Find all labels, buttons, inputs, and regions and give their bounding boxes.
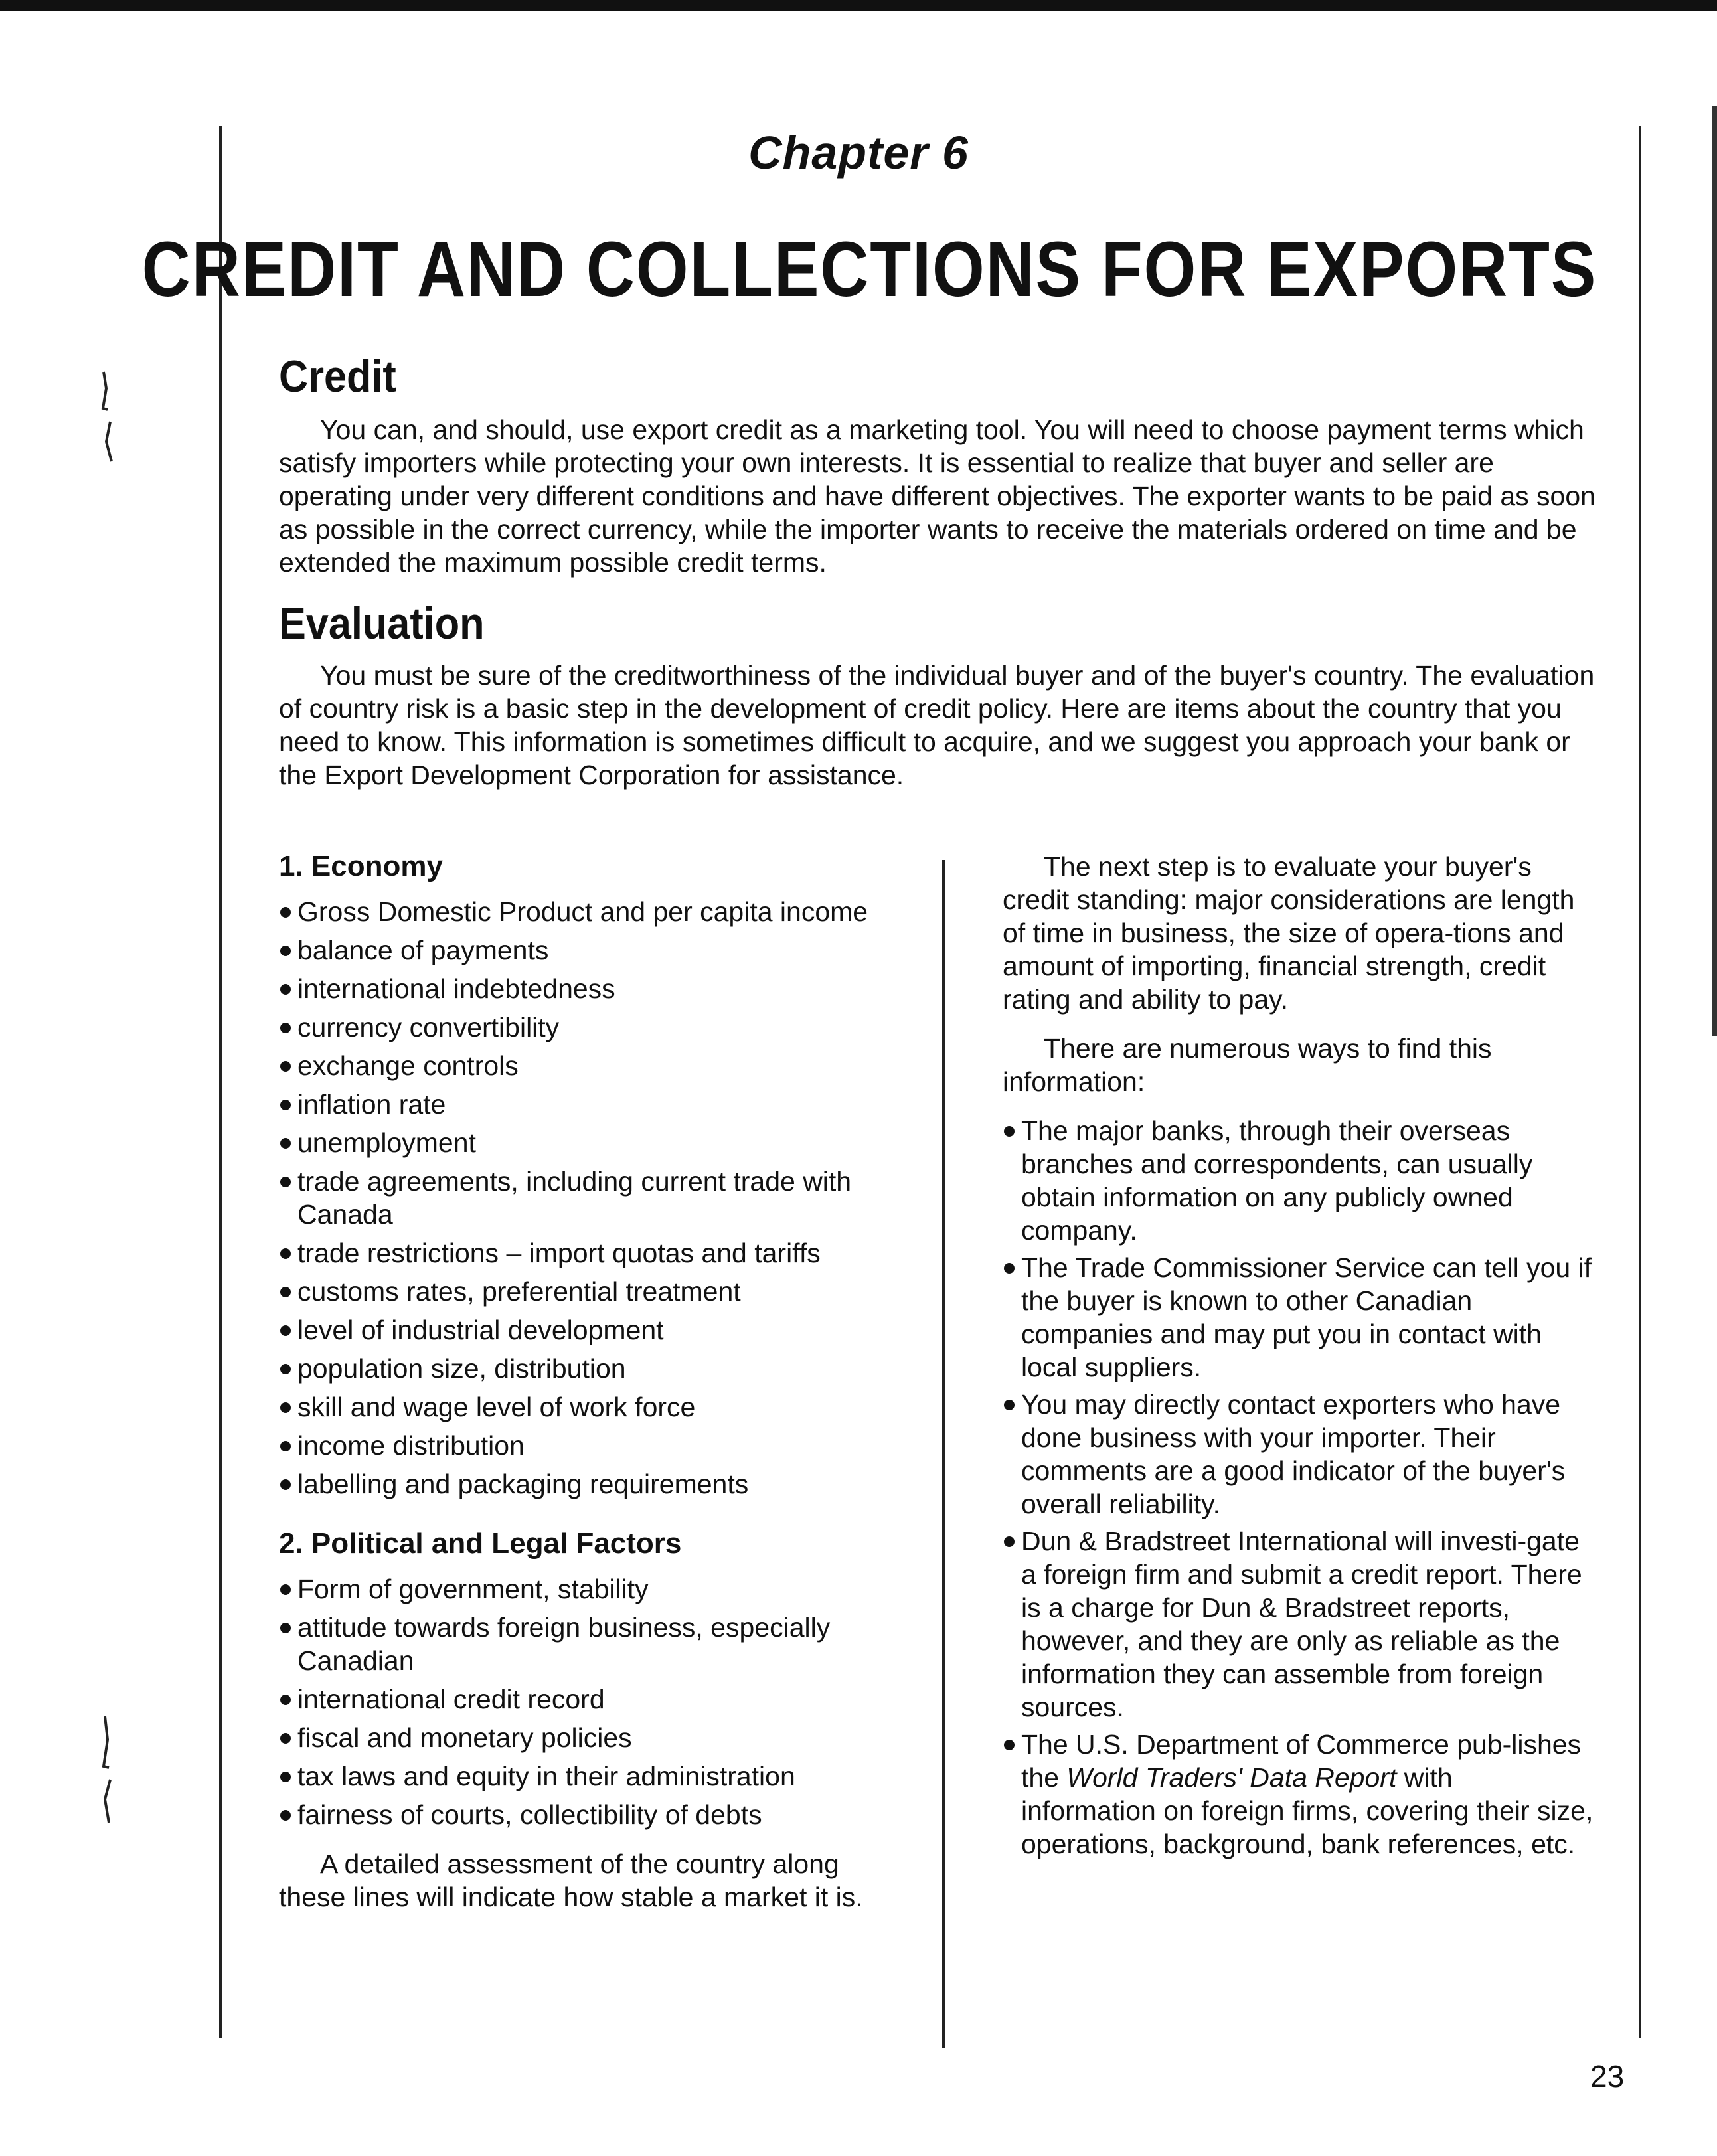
bullet-icon <box>280 1061 291 1072</box>
bullet-icon <box>1004 1536 1015 1547</box>
list-item: trade agreements, including current trade with Canada <box>279 1165 903 1231</box>
ways-paragraph: There are numerous ways to find this information: <box>1003 1033 1492 1097</box>
right-margin-rule <box>1639 126 1641 2038</box>
bullet-icon <box>280 1325 291 1336</box>
list-item: fiscal and monetary policies <box>279 1721 903 1754</box>
list-item: level of industrial development <box>279 1313 903 1347</box>
bullet-icon <box>280 1772 291 1782</box>
list-item: fairness of courts, collectibility of debts <box>279 1798 903 1831</box>
left-margin-rule <box>219 126 222 2038</box>
list-item: customs rates, preferential treatment <box>279 1275 903 1308</box>
bullet-icon <box>280 1177 291 1187</box>
list-item: Dun & Bradstreet International will investi-gate a foreign firm and submit a credit report. There is a charge for Dun & Bradstreet reports, however, and they are only as reliable as the information they can assemble from foreign sources. <box>1003 1525 1594 1724</box>
bullet-icon <box>280 1810 291 1821</box>
list-item: trade restrictions – import quotas and tariffs <box>279 1236 903 1270</box>
binding-hole-mark-top <box>97 369 117 468</box>
bullet-icon <box>1004 1740 1015 1750</box>
page-title: CREDIT AND COLLECTIONS FOR EXPORTS <box>141 226 1597 313</box>
bullet-icon <box>280 1623 291 1633</box>
right-column <box>1003 850 1594 1865</box>
credit-paragraph: You can, and should, use export credit as a marketing tool. You will need to choose payment terms which satisfy importers while protecting your own interests. It is essential to realize that buyer and seller are operating under very different conditions and have different objectives. The exporter wants to be paid as soon as possible in the correct currency, while the importer wants to receive the materials ordered on time and be extended the maximum possible credit terms. <box>279 414 1595 578</box>
bullet-icon <box>280 984 291 995</box>
list-item: international credit record <box>279 1683 903 1716</box>
evaluation-paragraph: You must be sure of the creditworthiness of the individual buyer and of the buyer's country. The evaluation of country risk is a basic step in the development of credit policy. Here are items about the country that you need to know. This information is sometimes difficult to acquire, and we suggest you approach your bank or the Export Development Corporation for assistance. <box>279 660 1595 790</box>
bullet-icon <box>280 1023 291 1033</box>
bullet-icon <box>280 907 291 918</box>
list-item: balance of payments <box>279 934 903 967</box>
binding-hole-mark-bottom <box>97 1713 117 1826</box>
bullet-icon <box>280 1695 291 1705</box>
list-item: attitude towards foreign business, especially Canadian <box>279 1611 903 1677</box>
political-list <box>279 1572 903 1831</box>
bullet-icon <box>280 1584 291 1595</box>
bullet-icon <box>280 1100 291 1110</box>
bullet-icon <box>280 1479 291 1490</box>
economy-heading: 1. Economy <box>279 850 443 882</box>
bullet-icon <box>280 946 291 956</box>
list-item: The Trade Commissioner Service can tell you if the buyer is known to other Canadian companies and may put you in contact with local suppliers. <box>1003 1251 1594 1384</box>
list-item: currency convertibility <box>279 1011 903 1044</box>
economy-list <box>279 895 903 1501</box>
list-item: The U.S. Department of Commerce pub-lishes the World Traders' Data Report with information on foreign firms, covering their size, operations, background, bank references, etc. <box>1003 1728 1594 1861</box>
list-item: tax laws and equity in their administration <box>279 1760 903 1793</box>
list-item: The major banks, through their overseas branches and correspondents, can usually obtain information on any publicly owned company. <box>1003 1114 1594 1247</box>
bullet-icon <box>280 1138 291 1149</box>
buyer-credit-paragraph: The next step is to evaluate your buyer's credit standing: major considerations are length of time in business, the size of opera-tions and amount of importing, financial strength, credit rating and ability to pay. <box>1003 851 1575 1015</box>
credit-heading: Credit <box>279 351 396 402</box>
list-item: income distribution <box>279 1429 903 1462</box>
closing-paragraph: A detailed assessment of the country along these lines will indicate how stable a market it is. <box>279 1849 863 1912</box>
bullet-icon <box>1004 1400 1015 1410</box>
list-item: You may directly contact exporters who have done business with your importer. Their comments are a good indicator of the buyer's overall reliability. <box>1003 1388 1594 1521</box>
bullet-icon <box>280 1733 291 1744</box>
list-item: Gross Domestic Product and per capita income <box>279 895 903 928</box>
bullet-icon <box>280 1402 291 1413</box>
bullet-icon <box>1004 1263 1015 1274</box>
page-number: 23 <box>1590 2059 1625 2094</box>
chapter-label: Chapter 6 <box>748 127 969 179</box>
bullet-icon <box>280 1441 291 1451</box>
scan-top-border <box>0 0 1717 11</box>
bullet-icon <box>280 1364 291 1374</box>
list-item: Form of government, stability <box>279 1572 903 1606</box>
list-item: international indebtedness <box>279 972 903 1005</box>
bullet-icon <box>1004 1126 1015 1137</box>
sources-list <box>1003 1114 1594 1861</box>
evaluation-heading: Evaluation <box>279 598 485 649</box>
list-item: exchange controls <box>279 1049 903 1082</box>
list-item: inflation rate <box>279 1088 903 1121</box>
bullet-icon <box>280 1287 291 1297</box>
list-item: labelling and packaging requirements <box>279 1467 903 1501</box>
scan-right-edge <box>1712 106 1717 1036</box>
left-column <box>279 850 903 1914</box>
list-item: population size, distribution <box>279 1352 903 1385</box>
list-item: unemployment <box>279 1126 903 1159</box>
column-divider <box>942 860 945 2048</box>
political-heading: 2. Political and Legal Factors <box>279 1527 682 1560</box>
bullet-icon <box>280 1248 291 1259</box>
report-title: World Traders' Data Report <box>1066 1762 1397 1793</box>
list-item: skill and wage level of work force <box>279 1390 903 1424</box>
